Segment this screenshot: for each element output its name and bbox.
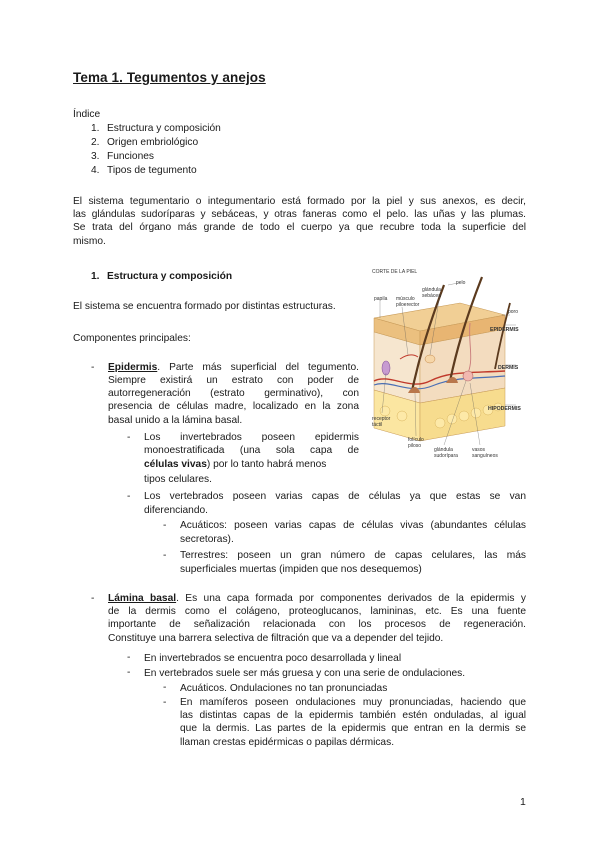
- label-epidermis: EPIDERMIS: [490, 327, 519, 333]
- label-glandula-sudoripara-1: glándula: [434, 447, 453, 453]
- index-item: 3. Funciones: [91, 151, 155, 162]
- epidermis-paragraph: Epidermis. Parte más superficial del tegumento. Siempre existirá un estrato con poder de autorregeneración (estrato germinativo), con presencia de células madre, localizado en la zona basal unido a la lámina basal.: [108, 362, 359, 426]
- bullet-dash: -: [127, 652, 131, 663]
- sweat-gland: [463, 371, 473, 381]
- mammals-paragraph: En mamíferos poseen ondulaciones muy pronunciadas, haciendo que las distintas capas de la epidermis también estén onduladas, al igual que la dermis. Las partes de la epidermis que entran en la dermis se llaman crestas epidérmicas o papilas dérmicas.: [180, 697, 526, 748]
- bullet-dash: -: [127, 667, 131, 678]
- page-title: Tema 1. Tegumentos y anejos: [73, 70, 266, 85]
- label-foliculo-1: folículo: [408, 437, 424, 443]
- page-number: 1: [520, 796, 526, 808]
- tactile-receptor: [382, 361, 390, 375]
- bullet-dash: -: [163, 682, 167, 693]
- bullet-dash: -: [127, 491, 131, 502]
- label-pelo: pelo: [456, 280, 466, 286]
- label-receptor-2: táctil: [372, 422, 383, 428]
- vertebrates-paragraph: Los vertebrados poseen varias capas de células ya que estas se van diferenciando.: [144, 491, 526, 516]
- invertebrates-paragraph: Los invertebrados poseen epidermis monoestratificada (una sola capa de células vivas) por lo tanto habrá menos tipos celulares.: [144, 432, 359, 485]
- bullet-dash: -: [127, 432, 131, 443]
- intro-paragraph: El sistema tegumentario o integumentario está formado por la piel y sus anexos, es decir, las glándulas sudoríparas y sebáceas, y otras faneras como el pelo. las uñas y las plumas. Se trata del órgano más grande de todo el cuerpo ya que recubre toda la superficie del mismo.: [73, 196, 526, 247]
- index-item: 1. Estructura y composición: [91, 123, 221, 134]
- lamina-aquatic: Acuáticos. Ondulaciones no tan pronunciadas: [180, 683, 388, 694]
- label-dermis: DERMIS: [498, 365, 519, 371]
- index-heading: Índice: [73, 109, 101, 120]
- sebaceous-gland: [425, 355, 435, 363]
- bullet-dash: -: [91, 593, 95, 604]
- label-vasos-2: sanguíneos: [472, 453, 498, 459]
- label-hipodermis: HIPODERMIS: [488, 406, 521, 412]
- index-item: 2. Origen embriológico: [91, 137, 199, 148]
- bullet-dash: -: [163, 550, 167, 561]
- skin-block: [374, 303, 505, 441]
- label-papila: papila: [374, 296, 388, 302]
- epidermis-term: Epidermis: [108, 362, 158, 373]
- label-vasos-1: vasos: [472, 447, 486, 453]
- lamina-paragraph: Lámina basal. Es una capa formada por componentes derivados de la epidermis y de la dermis como el colágeno, proteoglucanos, lamininas, etc. Es una fuente importante de señalización relacionada con los procesos de regeneración. Constituye una barrera selectiva de filtración que va a depender del tejido.: [108, 593, 526, 644]
- bullet-dash: -: [91, 362, 95, 373]
- lamina-sub-vert: En vertebrados suele ser más gruesa y con una serie de ondulaciones.: [144, 668, 466, 679]
- label-musculo-1: músculo: [396, 296, 415, 302]
- section-heading: 1. Estructura y composición: [91, 271, 233, 282]
- bullet-dash: -: [163, 697, 167, 708]
- bullet-dash: -: [163, 520, 167, 531]
- lamina-sub-invert: En invertebrados se encuentra poco desarrollada y lineal: [144, 653, 402, 664]
- index-list: [91, 122, 221, 177]
- label-poro: poro: [508, 309, 519, 315]
- bold-term: células vivas: [144, 459, 207, 470]
- label-foliculo-2: piloso: [408, 443, 422, 449]
- components-heading: Componentes principales:: [73, 333, 191, 344]
- label-glandula-sebacea-1: glándula: [422, 287, 441, 293]
- diagram-caption: CORTE DE LA PIEL: [372, 269, 418, 275]
- lamina-term: Lámina basal: [108, 593, 177, 604]
- index-item: 4. Tipos de tegumento: [91, 165, 197, 176]
- label-glandula-sudoripara-2: sudorípara: [434, 453, 458, 459]
- skin-cross-section-diagram: [360, 263, 526, 475]
- aquatic-paragraph: Acuáticos: poseen varias capas de células vivas (abundantes células secretoras).: [180, 520, 526, 545]
- structure-text: El sistema se encuentra formado por distintas estructuras.: [73, 301, 336, 312]
- terrestrial-paragraph: Terrestres: poseen un gran número de capas celulares, las más superficiales muertas (impiden que nos desequemos): [180, 550, 526, 575]
- label-receptor-1: receptor: [372, 416, 391, 422]
- label-glandula-sebacea-2: sebácea: [422, 293, 441, 299]
- label-musculo-2: piloerector: [396, 302, 420, 308]
